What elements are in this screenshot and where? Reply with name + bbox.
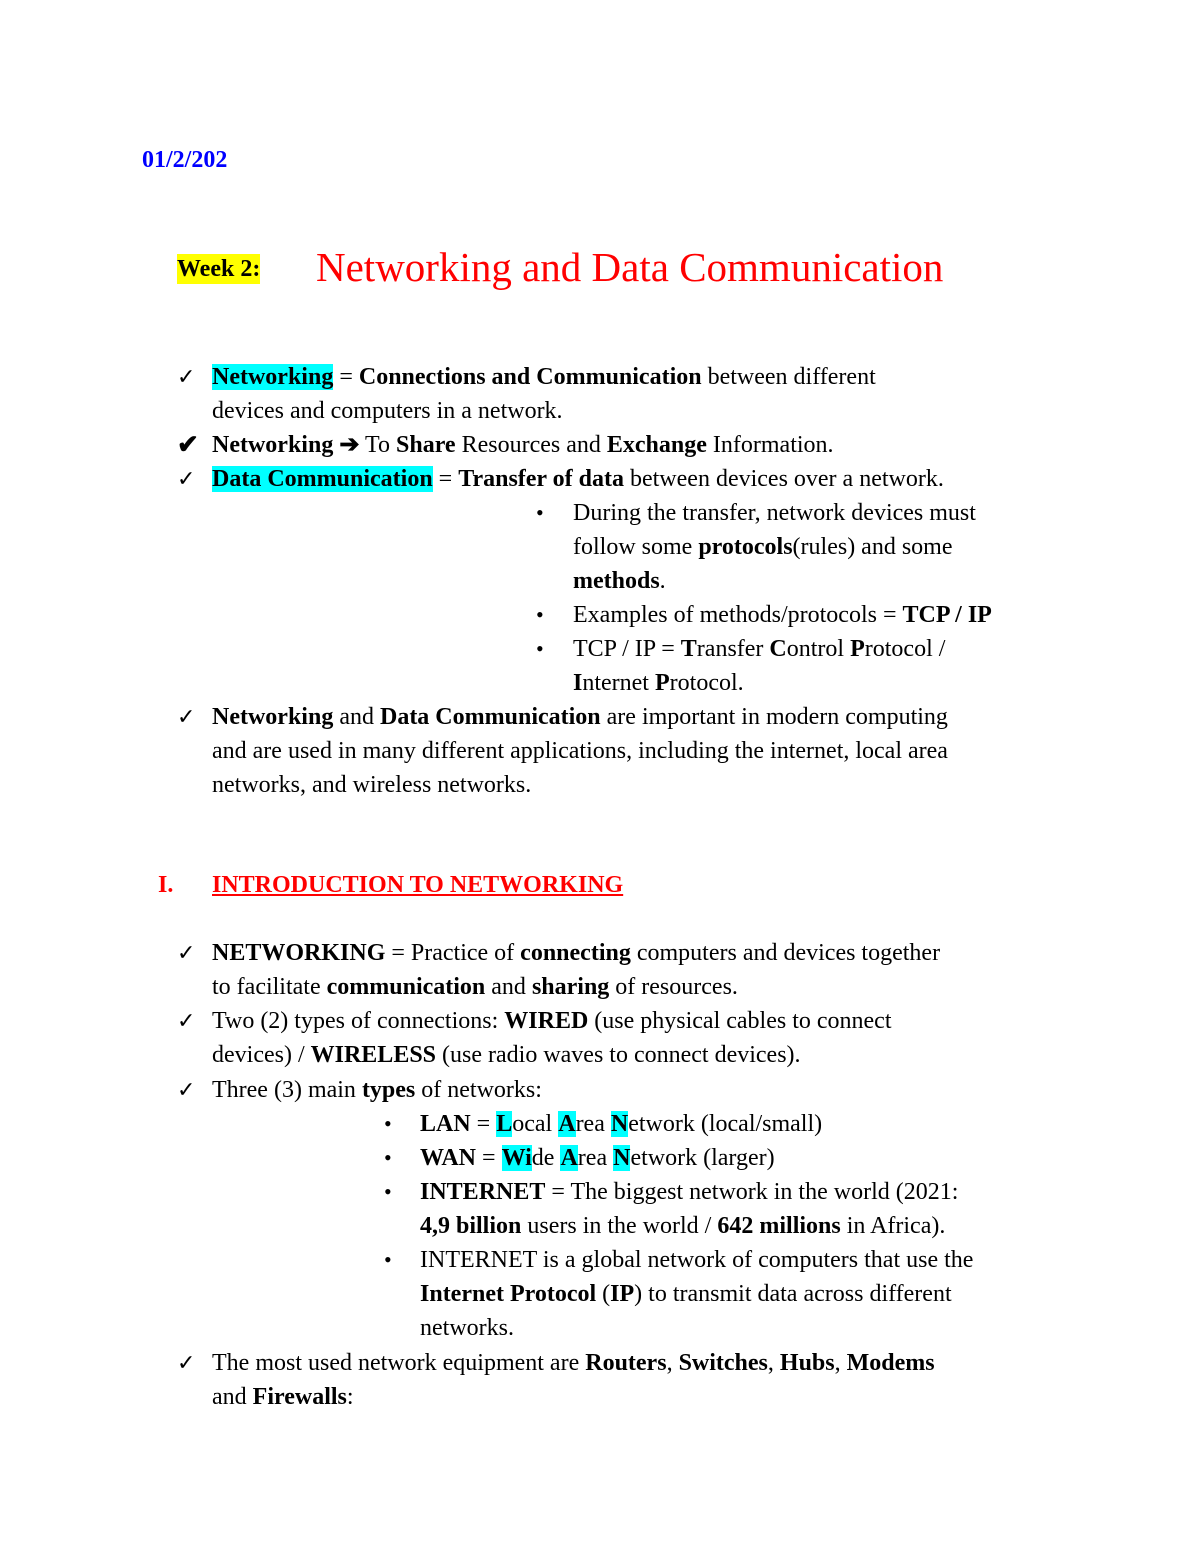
list-item: Networking ➔ To Share Resources and Exchange Information. [212, 432, 834, 458]
check-icon: ✓ [177, 1350, 196, 1375]
list-item: Networking = Connections and Communication between different devices and computers in a network. [212, 364, 876, 424]
page-title: Networking and Data Communication [316, 244, 944, 290]
check-icon: ✓ [177, 704, 196, 729]
check-icon: ✓ [177, 466, 196, 491]
bullet-icon: • [384, 1145, 392, 1170]
list-item: NETWORKING = Practice of connecting computers and devices together to facilitate communication and sharing of resources. [212, 940, 941, 1000]
list-item: Three (3) main types of networks: [212, 1077, 542, 1103]
section-title: INTRODUCTION TO NETWORKING [212, 872, 624, 898]
section-number: I. [158, 872, 174, 898]
sub-list-item: TCP / IP = Transfer Control Protocol / Internet Protocol. [573, 636, 946, 696]
list-item: Networking and Data Communication are important in modern computing and are used in many different applications, including the internet, local area networks, and wireless networks. [212, 704, 948, 798]
sub-list-item: INTERNET = The biggest network in the world (2021: 4,9 billion users in the world / 642 millions in Africa). [420, 1179, 959, 1239]
check-icon: ✓ [177, 1077, 196, 1102]
sub-list-item: LAN = Local Area Network (local/small) [420, 1111, 823, 1137]
document-date: 01/2/202 [142, 147, 228, 173]
week-label: Week 2: [177, 256, 261, 282]
bullet-icon: • [384, 1179, 392, 1204]
sub-list-item: Examples of methods/protocols = TCP / IP [573, 602, 992, 628]
sub-list-item: During the transfer, network devices must follow some protocols(rules) and some methods. [573, 500, 976, 594]
bullet-icon: • [384, 1247, 392, 1272]
sub-list-item: WAN = Wide Area Network (larger) [420, 1145, 775, 1171]
check-icon: ✓ [177, 940, 196, 965]
bullet-icon: • [536, 636, 544, 661]
check-icon: ✓ [177, 364, 196, 389]
list-item: Two (2) types of connections: WIRED (use physical cables to connect devices) / WIRELESS (use radio waves to connect devices). [212, 1008, 892, 1068]
list-item: Data Communication = Transfer of data between devices over a network. [212, 466, 944, 492]
arrow-right-icon: ➔ [339, 432, 360, 458]
bullet-icon: • [384, 1111, 392, 1136]
sub-list-item: INTERNET is a global network of computers that use the Internet Protocol (IP) to transmit data across different networks. [420, 1247, 974, 1341]
check-icon: ✔ [177, 430, 199, 459]
check-icon: ✓ [177, 1008, 196, 1033]
list-item: The most used network equipment are Routers, Switches, Hubs, Modems and Firewalls: [212, 1350, 935, 1410]
bullet-icon: • [536, 602, 544, 627]
bullet-icon: • [536, 500, 544, 525]
